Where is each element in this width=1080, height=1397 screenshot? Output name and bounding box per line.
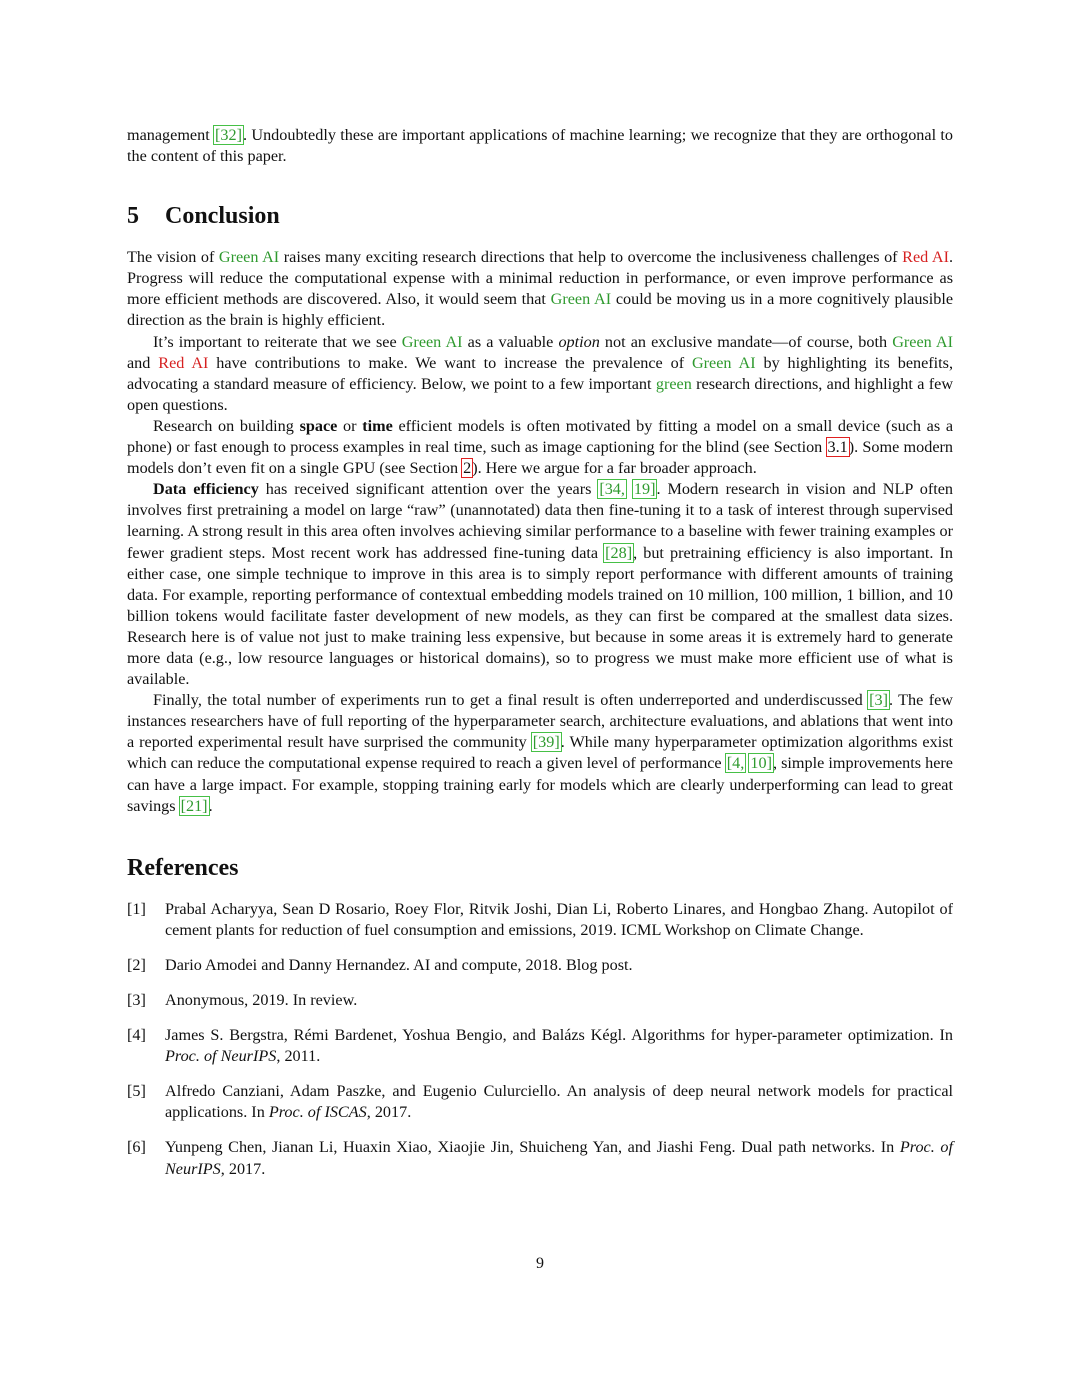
references-heading: References bbox=[127, 854, 239, 881]
page-number: 9 bbox=[536, 1255, 544, 1272]
reference-tag: [1] bbox=[127, 899, 146, 918]
text: , 2011. bbox=[276, 1047, 321, 1066]
text: research directions, and highlight a few open questions. bbox=[127, 374, 954, 414]
reference-text: Anonymous, 2019. In review. bbox=[165, 991, 358, 1009]
green-ai-term: Green AI bbox=[550, 290, 612, 309]
text: , 2017. bbox=[366, 1103, 412, 1122]
text: management bbox=[127, 126, 215, 144]
reference-item bbox=[127, 1137, 953, 1179]
conclusion-paragraph-4 bbox=[127, 479, 953, 690]
reference-item bbox=[127, 1081, 953, 1123]
section-title: Conclusion bbox=[165, 203, 280, 230]
section-number: 5 bbox=[127, 203, 139, 230]
reference-item bbox=[127, 955, 953, 976]
reference-text: Dario Amodei and Danny Hernandez. AI and compute, 2018. Blog post. bbox=[165, 955, 633, 974]
text: . bbox=[208, 796, 213, 815]
reference-venue: Proc. of NeurIPS bbox=[165, 1047, 277, 1066]
text: . Modern research in vision and NLP often involves first pretraining a model on large “raw” (unannotated) data then fine-tuning it to a task of interest through supervised learning. A strong result in this area often involves achieving similar performance to a baseline with fewer training examples or fewer gradient steps. Most recent work has addressed fine-tuning data bbox=[127, 480, 953, 562]
citation-3[interactable]: [3] bbox=[869, 691, 888, 710]
reference-tag: [3] bbox=[127, 991, 146, 1009]
text: efficient models is often motivated by fitting a model on a small device (such as a phone) or fast enough to process examples in real time, such as image captioning for the blind (see Section bbox=[127, 416, 954, 457]
text: could be moving us in a more cognitively plausible direction as the brain is highly efficient. bbox=[127, 290, 954, 330]
citation-21[interactable]: [21] bbox=[180, 796, 208, 815]
green-ai-term: Green AI bbox=[892, 332, 954, 351]
emphasis-option: option bbox=[558, 332, 600, 351]
text: . Progress will reduce the computational expense with a minimal reduction in performance, or even improve performance as more efficient methods are discovered. Also, it would seem that bbox=[127, 248, 954, 309]
reference-text bbox=[165, 1025, 953, 1067]
section-heading-conclusion bbox=[127, 201, 953, 231]
citation-4[interactable]: [4, bbox=[726, 754, 745, 773]
text: Yunpeng Chen, Jianan Li, Huaxin Xiao, Xiaojie Jin, Shuicheng Yan, and Jiashi Feng. Dual path networks. In bbox=[165, 1138, 900, 1157]
conclusion-paragraph-5 bbox=[127, 690, 953, 817]
section-ref-2[interactable]: 2 bbox=[463, 459, 472, 478]
bold-data-efficiency: Data efficiency bbox=[153, 480, 259, 499]
citation-10[interactable]: 10] bbox=[750, 754, 772, 773]
citation-32[interactable]: [32] bbox=[215, 126, 243, 144]
paper-page bbox=[127, 125, 953, 1194]
green-ai-term: Green AI bbox=[218, 248, 280, 267]
reference-tag: [4] bbox=[127, 1026, 146, 1045]
text: raises many exciting research directions that help to overcome the inclusiveness challenges of bbox=[279, 248, 903, 267]
section-ref-3-1[interactable]: 3.1 bbox=[827, 438, 848, 457]
text: or bbox=[337, 416, 363, 435]
text: . While many hyperparameter optimization algorithms exist which can reduce the computational expense required to reach a given level of performance bbox=[127, 733, 953, 773]
text: . The few instances researchers have of full reporting of the hyperparameter search, architecture evaluations, and ablations that went into a reported experimental result have surprised the community bbox=[127, 691, 953, 752]
reference-venue: Proc. of NeurIPS bbox=[165, 1138, 953, 1178]
red-ai-term: Red AI bbox=[902, 248, 949, 267]
text: as a valuable bbox=[462, 332, 559, 351]
text: Finally, the total number of experiments run to get a final result is often underreported and underdiscussed bbox=[153, 691, 869, 710]
citation-39[interactable]: [39] bbox=[532, 733, 560, 752]
text: . Undoubtedly these are important applications of machine learning; we recognize that they are orthogonal to the content of this paper. bbox=[127, 126, 954, 166]
reference-item bbox=[127, 990, 953, 1011]
red-ai-term: Red AI bbox=[158, 353, 209, 372]
text: has received significant attention over the years bbox=[258, 480, 599, 499]
reference-tag: [2] bbox=[127, 955, 146, 974]
text: , simple improvements here can have a large impact. For example, stopping training early for models which are clearly underperforming can lead to great savings bbox=[127, 754, 953, 815]
text: , 2017. bbox=[220, 1159, 266, 1178]
reference-venue: Proc. of ISCAS bbox=[268, 1103, 367, 1122]
reference-item bbox=[127, 1025, 953, 1067]
green-ai-term: Green AI bbox=[401, 332, 463, 351]
bold-space: space bbox=[299, 416, 338, 435]
text: Research on building bbox=[153, 416, 300, 435]
text: and bbox=[127, 353, 159, 372]
text: by highlighting its benefits, advocating a standard measure of efficiency. Below, we point to a few important bbox=[127, 353, 954, 393]
reference-item bbox=[127, 899, 953, 941]
reference-text: Prabal Acharyya, Sean D Rosario, Roey Flor, Ritvik Joshi, Dian Li, Roberto Linares, and Hongbao Zhang. Autopilot of cement plants for reduction of fuel consumption and emissions, 2019. ICML Workshop on Climate Change. bbox=[165, 899, 953, 939]
text: Alfredo Canziani, Adam Paszke, and Eugenio Culurciello. An analysis of deep neural network models for practical applications. In bbox=[165, 1082, 953, 1122]
citation-34[interactable]: [34, bbox=[599, 480, 625, 499]
conclusion-paragraph-3 bbox=[127, 416, 953, 479]
reference-tag: [5] bbox=[127, 1082, 146, 1101]
text: ). Here we argue for a far broader approach. bbox=[472, 459, 757, 478]
text: , but pretraining efficiency is also important. In either case, one simple technique to improve in this area is to simply report performance with different amounts of training data. For example, reporting performance of contextual embedding models trained on 10 million, 100 million, 1 billion, and 10 billion tokens would facilitate faster development of new models, as they can first be compared at the smallest data sizes. Research here is of value not just to make training less expensive, but because in some areas it is extremely hard to generate more data (e.g., low resource languages or historical domains), so to progress we must make more efficient use of what is available. bbox=[127, 543, 953, 689]
text: The vision of bbox=[127, 248, 219, 267]
text: have contributions to make. We want to increase the prevalence of bbox=[208, 353, 692, 372]
reference-tag: [6] bbox=[127, 1138, 146, 1157]
text bbox=[626, 480, 633, 498]
green-term: green bbox=[655, 374, 692, 393]
reference-text bbox=[165, 1137, 953, 1179]
green-ai-term: Green AI bbox=[691, 353, 756, 372]
conclusion-paragraph-2 bbox=[127, 332, 953, 416]
conclusion-paragraph-1 bbox=[127, 247, 953, 331]
citation-19[interactable]: 19] bbox=[633, 480, 656, 499]
text: not an exclusive mandate—of course, both bbox=[599, 332, 893, 351]
text: It’s important to reiterate that we see bbox=[153, 332, 402, 351]
intro-paragraph bbox=[127, 125, 953, 167]
text: ). Some modern models don’t even fit on a single GPU (see Section bbox=[127, 438, 953, 478]
citation-28[interactable]: [28] bbox=[605, 543, 633, 562]
bold-time: time bbox=[362, 416, 393, 435]
reference-text bbox=[165, 1081, 953, 1123]
text: James S. Bergstra, Rémi Bardenet, Yoshua Bengio, and Balázs Kégl. Algorithms for hyper-parameter optimization. In bbox=[165, 1026, 953, 1045]
